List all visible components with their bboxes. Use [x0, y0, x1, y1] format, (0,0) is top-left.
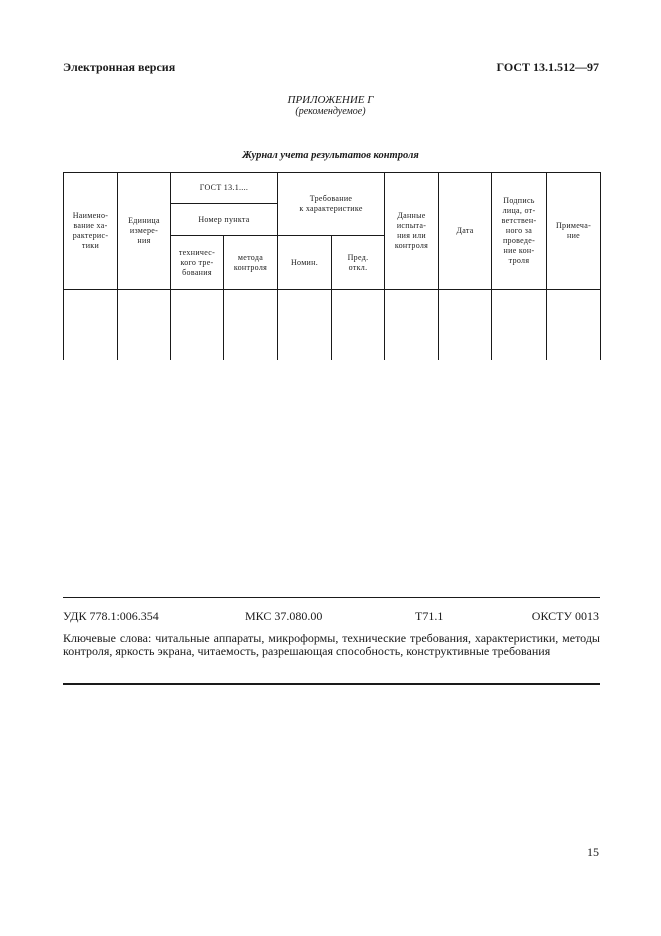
appendix-subtitle: (рекомендуемое) [295, 106, 366, 117]
header-gost-ref-text: ГОСТ 13.1.... [199, 183, 249, 192]
header-date-text: Дата [456, 226, 474, 235]
header-item-number [171, 204, 278, 236]
header-tolerance-text: Пред. откл. [347, 252, 369, 272]
standard-number: ГОСТ 13.1.512—97 [496, 60, 599, 74]
table-cell [492, 290, 547, 361]
header-signature-text: Подпись лица, от- ветствен- ного за проведе- ние кон- троля [501, 196, 537, 265]
header-notes-text: Примеча- ние [555, 221, 592, 240]
table-cell [439, 290, 492, 361]
header-notes [547, 173, 601, 290]
footer-top-rule [63, 597, 600, 598]
header-tolerance [332, 236, 385, 290]
header-tech-requirement [171, 236, 224, 290]
header-control-method [224, 236, 278, 290]
table-cell [64, 290, 118, 361]
header-unit-text: Единица измере- ния [128, 216, 160, 245]
mks-code: МКС 37.080.00 [245, 609, 323, 623]
header-control-method-text: метода контроля [233, 252, 268, 272]
header-nominal-text: Номин. [290, 257, 319, 267]
header-test-data [385, 173, 439, 290]
keywords-paragraph: Ключевые слова: читальные аппараты, микроформы, технические требования, характеристики, методы контроля, яркость экрана, читаемость, разрешающая способность, конструктивные требования [63, 631, 600, 658]
control-results-table [63, 172, 601, 360]
table-cell [171, 290, 224, 361]
header-tech-requirement-text: техничес- кого тре- бования [178, 247, 216, 277]
table-cell [385, 290, 439, 361]
header-nominal [278, 236, 332, 290]
header-signature [492, 173, 547, 290]
t-code: Т71.1 [415, 609, 444, 623]
table-cell [278, 290, 332, 361]
table-cell [547, 290, 601, 361]
header-requirement-text: Требование к характеристике [299, 194, 363, 213]
appendix-title: ПРИЛОЖЕНИЕ Г [287, 94, 374, 106]
document-edition-label: Электронная версия [63, 60, 176, 74]
table-cell [224, 290, 278, 361]
footer-bottom-rule [63, 683, 600, 685]
header-unit [118, 173, 171, 290]
header-characteristic-name [64, 173, 118, 290]
header-date [439, 173, 492, 290]
header-test-data-text: Данные испыта- ния или контроля [394, 211, 429, 250]
header-characteristic-name-text: Наимено- вание ха- рактерис- тики [72, 211, 109, 250]
appendix-heading [0, 94, 661, 118]
header-requirement [278, 173, 385, 236]
table-cell [118, 290, 171, 361]
page-number: 15 [587, 845, 599, 859]
okstu-code: ОКСТУ 0013 [531, 609, 599, 623]
journal-title: Журнал учета результатов контроля [242, 150, 419, 161]
header-item-number-text: Номер пункта [198, 214, 250, 224]
header-gost-ref [171, 173, 278, 204]
table-row [64, 290, 601, 361]
udk-code: УДК 778.1:006.354 [63, 609, 159, 623]
table-cell [332, 290, 385, 361]
